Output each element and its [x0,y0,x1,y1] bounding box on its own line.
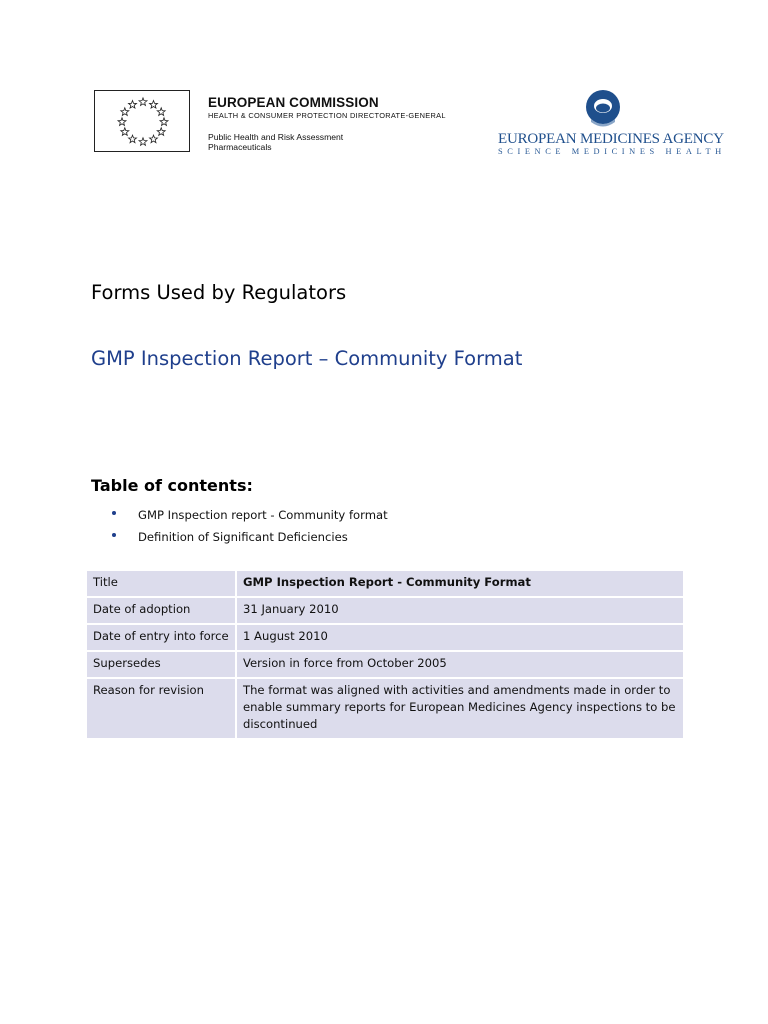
flag-star-icon [157,128,165,136]
flag-star-icon [129,135,137,143]
row-label: Date of entry into force [86,624,236,651]
bullet-icon [112,511,116,515]
row-value: GMP Inspection Report - Community Format [236,570,684,597]
flag-star-icon [150,135,158,143]
ema-logo [492,86,726,160]
unit-name [208,132,458,152]
toc-item[interactable] [110,529,388,551]
row-value: The format was aligned with activities and amendments made in order to enable summary reports for European Medicines Agency inspections to be discontinued [236,678,684,739]
flag-star-icon [118,118,126,126]
row-label: Title [86,570,236,597]
commission-header [208,95,458,152]
toc-item-label: GMP Inspection report - Community format [138,508,388,522]
table-row [86,597,684,624]
table-row [86,651,684,678]
row-label: Reason for revision [86,678,236,739]
table-row [86,678,684,739]
document-info-table [85,569,685,740]
flag-star-icon [157,108,165,116]
document-category: Forms Used by Regulators [91,281,347,304]
directorate-name: HEALTH & CONSUMER PROTECTION DIRECTORATE-GENERAL [208,111,446,120]
agency-name: EUROPEAN MEDICINES AGENCY [498,131,724,147]
unit-line-1: Public Health and Risk Assessment [208,132,344,142]
row-value: 31 January 2010 [236,597,684,624]
row-label: Supersedes [86,651,236,678]
eu-flag-icon [94,90,190,152]
row-value: 1 August 2010 [236,624,684,651]
bullet-icon [112,533,116,537]
row-label: Date of adoption [86,597,236,624]
flag-star-icon [139,98,147,106]
flag-star-icon [139,138,147,146]
commission-name: EUROPEAN COMMISSION [208,95,379,110]
flag-star-icon [150,101,158,109]
ema-logo-icon [585,89,621,131]
toc-list [110,507,388,551]
row-value: Version in force from October 2005 [236,651,684,678]
flag-star-icon [121,108,129,116]
table-row [86,624,684,651]
agency-tagline: SCIENCE MEDICINES HEALTH [498,147,726,156]
flag-star-icon [129,101,137,109]
table-row [86,570,684,597]
unit-line-2: Pharmaceuticals [208,142,272,152]
toc-item[interactable] [110,507,388,529]
flag-star-icon [160,118,168,126]
document-title: GMP Inspection Report – Community Format [91,347,523,370]
flag-star-icon [121,128,129,136]
toc-item-label: Definition of Significant Deficiencies [138,530,348,544]
toc-heading: Table of contents: [91,476,253,495]
